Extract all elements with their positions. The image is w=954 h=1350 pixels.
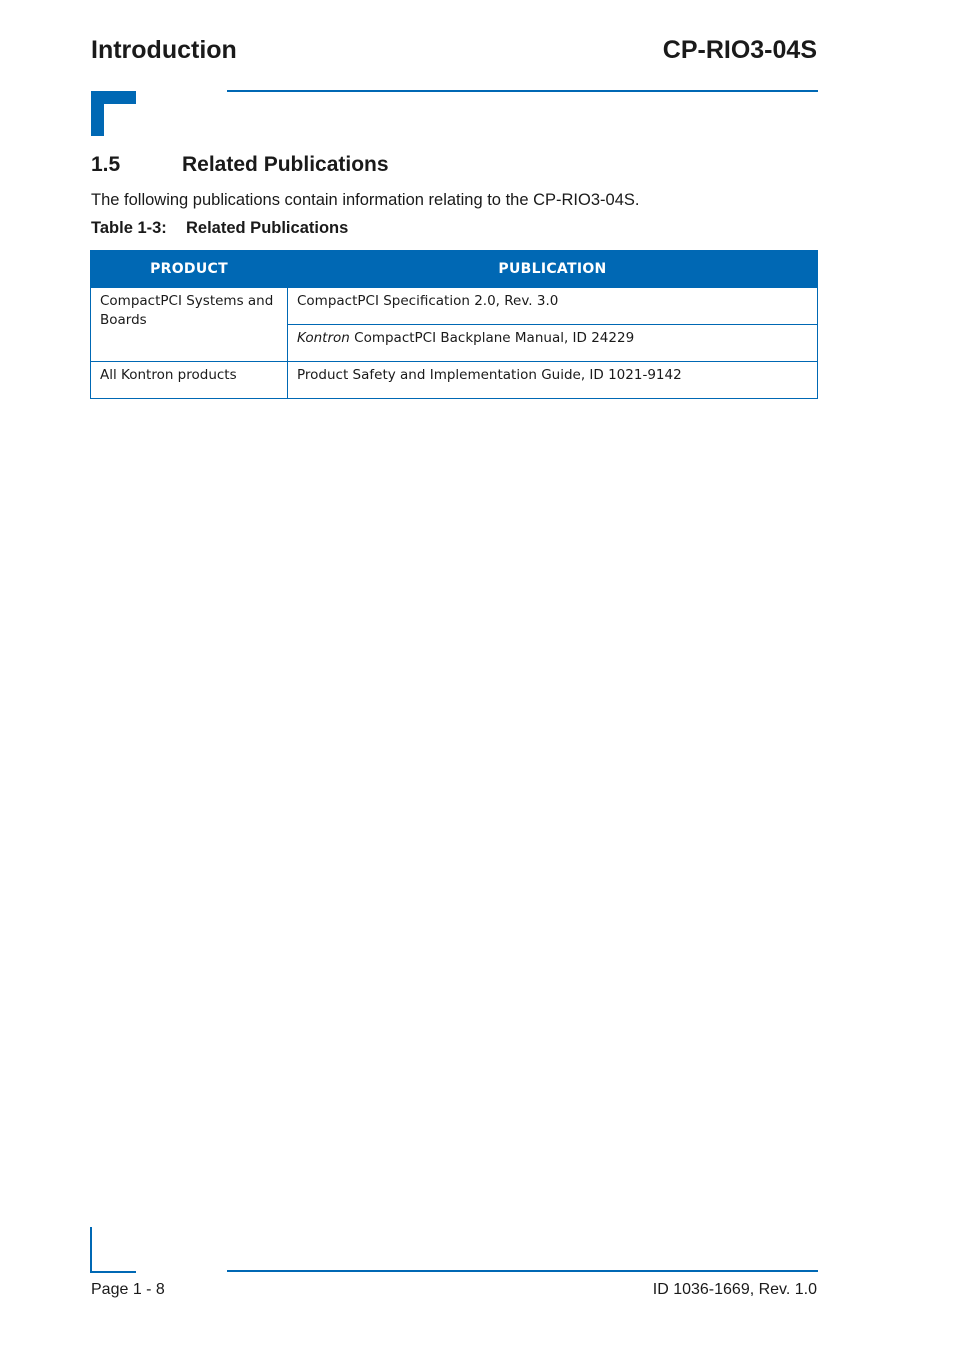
footer-page-number: Page 1 - 8 (91, 1281, 165, 1298)
corner-mark-top (91, 91, 136, 136)
publication-cell: CompactPCI Specification 2.0, Rev. 3.0 (288, 288, 818, 325)
footer-document-id: ID 1036-1669, Rev. 1.0 (652, 1281, 817, 1298)
related-publications-table (90, 250, 818, 399)
section-intro: The following publications contain information relating to the CP-RIO3-04S. (91, 191, 640, 209)
publication-publisher: Kontron (297, 330, 350, 346)
product-cell: All Kontron products (91, 362, 288, 399)
publication-cell: Product Safety and Implementation Guide, ID 1021-9142 (288, 362, 818, 399)
header-rule (227, 90, 818, 92)
header-section-name: Introduction (91, 36, 237, 64)
table-caption-number: Table 1-3: (91, 219, 167, 237)
footer-rule (227, 1270, 818, 1272)
column-header-publication: PUBLICATION (288, 251, 818, 288)
publication-cell (288, 325, 818, 362)
table-row (91, 362, 818, 399)
table-header-row (91, 251, 818, 288)
section-title: Related Publications (182, 153, 389, 176)
table-caption-title: Related Publications (186, 219, 349, 237)
column-header-product: PRODUCT (91, 251, 288, 288)
product-cell: CompactPCI Systems and Boards (91, 288, 288, 362)
table-row (91, 288, 818, 325)
publication-title: CompactPCI Backplane Manual, ID 24229 (349, 330, 635, 346)
corner-mark-bottom (90, 1227, 136, 1273)
section-number: 1.5 (91, 153, 121, 176)
table-caption (91, 219, 348, 238)
header-product-name: CP-RIO3-04S (662, 36, 817, 64)
